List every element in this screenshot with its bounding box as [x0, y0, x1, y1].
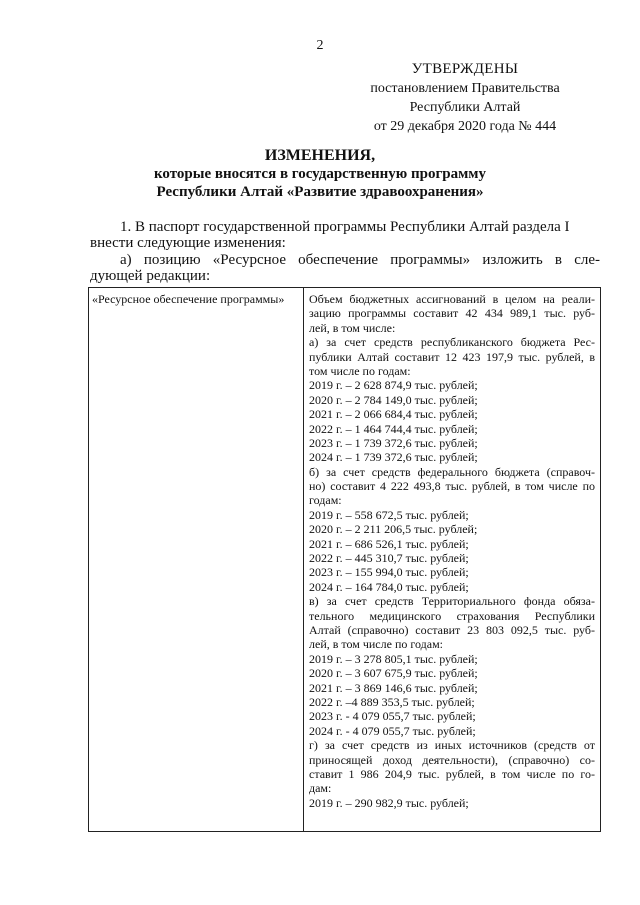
table-text-line: Алтай (справочно) составит 23 803 092,5 тыс. руб-	[309, 622, 595, 637]
document-title	[0, 147, 640, 201]
page-number: 2	[316, 38, 324, 53]
paragraph-1	[90, 219, 600, 251]
table-text-line: б) за счет средств федерального бюджета (справоч-	[309, 464, 595, 479]
table-text-line: тельного медицинского страхования Республики	[309, 608, 595, 623]
table-text-line: г) за счет средств из иных источников (средств от	[309, 738, 595, 753]
table-text-line: зацию программы составит 42 434 989,1 тыс. руб-	[309, 306, 595, 321]
table-text-line: том числе по годам:	[309, 363, 411, 378]
table-text-line: 2023 г. – 155 994,0 тыс. рублей;	[309, 565, 469, 580]
table-text-line: лей, в том числе:	[309, 320, 396, 335]
table-text-line: 2022 г. –4 889 353,5 тыс. рублей;	[309, 694, 475, 709]
table-text-line: 2019 г. – 290 982,9 тыс. рублей;	[309, 795, 469, 810]
table-text-line: 2019 г. – 3 278 805,1 тыс. рублей;	[309, 651, 478, 666]
approval-heading: УТВЕРЖДЕНЫ	[411, 61, 519, 77]
table-text-line: 2020 г. – 2 784 149,0 тыс. рублей;	[309, 392, 478, 407]
table-text-line: 2020 г. – 3 607 675,9 тыс. рублей;	[309, 666, 478, 681]
table-text-line: годам:	[309, 493, 342, 508]
paragraph-2	[90, 252, 600, 284]
table-text-line: лей, в том числе по годам:	[309, 637, 444, 652]
table-text-line: 2024 г. – 1 739 372,6 тыс. рублей;	[309, 450, 478, 465]
table-text-line: приносящей доход деятельности), (справочно) со-	[309, 752, 595, 767]
table-label-cell: «Ресурсное обеспечение программы»	[92, 292, 285, 306]
table-text-line: Объем бюджетных ассигнований в целом на реали-	[309, 292, 595, 306]
table-text-line: в) за счет средств Территориального фонда обяза-	[309, 594, 595, 609]
table-text-line: 2022 г. – 1 464 744,4 тыс. рублей;	[309, 421, 478, 436]
table-text-line: 2024 г. – 164 784,0 тыс. рублей;	[309, 579, 469, 594]
table-text-line: 2019 г. – 558 672,5 тыс. рублей;	[309, 507, 469, 522]
table-text-line: 2021 г. – 2 066 684,4 тыс. рублей;	[309, 407, 478, 422]
table-text-line: 2022 г. – 445 310,7 тыс. рублей;	[309, 551, 469, 566]
paragraph-line: а) позицию «Ресурсное обеспечение программы» изложить в сле-	[120, 252, 600, 268]
table-text-line: дам:	[309, 781, 332, 796]
table-text-line: 2024 г. - 4 079 055,7 тыс. рублей;	[309, 723, 476, 738]
approval-line: постановлением Правительства	[370, 81, 560, 96]
table-text-line: 2019 г. – 2 628 874,9 тыс. рублей;	[309, 378, 478, 393]
paragraph-line: внести следующие изменения:	[90, 235, 286, 251]
title-line: Республики Алтай «Развитие здравоохранения»	[156, 184, 484, 200]
table-text-line: а) за счет средств республиканского бюджета Рес-	[309, 335, 595, 350]
column-divider	[303, 288, 304, 831]
table-value-cell	[309, 292, 595, 810]
title-line: ИЗМЕНЕНИЯ,	[264, 147, 376, 164]
table-text-line: 2023 г. – 1 739 372,6 тыс. рублей;	[309, 435, 478, 450]
table-text-line: 2020 г. – 2 211 206,5 тыс. рублей;	[309, 522, 478, 537]
table-text-line: 2021 г. – 686 526,1 тыс. рублей;	[309, 536, 469, 551]
resource-table	[88, 287, 601, 832]
approval-line: от 29 декабря 2020 года № 444	[373, 119, 557, 134]
table-text-line: 2023 г. - 4 079 055,7 тыс. рублей;	[309, 709, 476, 724]
table-text-line: публики Алтай составит 12 423 197,9 тыс. рублей, в	[309, 349, 595, 364]
approval-block	[320, 60, 610, 136]
paragraph-line: 1. В паспорт государственной программы Республики Алтай раздела I	[120, 219, 570, 235]
table-text-line: ставит 1 986 204,9 тыс. рублей, в том числе по го-	[309, 766, 595, 781]
paragraph-line: дующей редакции:	[90, 268, 211, 284]
title-line: которые вносятся в государственную программу	[153, 166, 487, 182]
approval-line: Республики Алтай	[409, 100, 521, 115]
table-text-line: 2021 г. – 3 869 146,6 тыс. рублей;	[309, 680, 478, 695]
table-text-line: но) составит 4 222 493,8 тыс. рублей, в том числе по	[309, 479, 595, 494]
